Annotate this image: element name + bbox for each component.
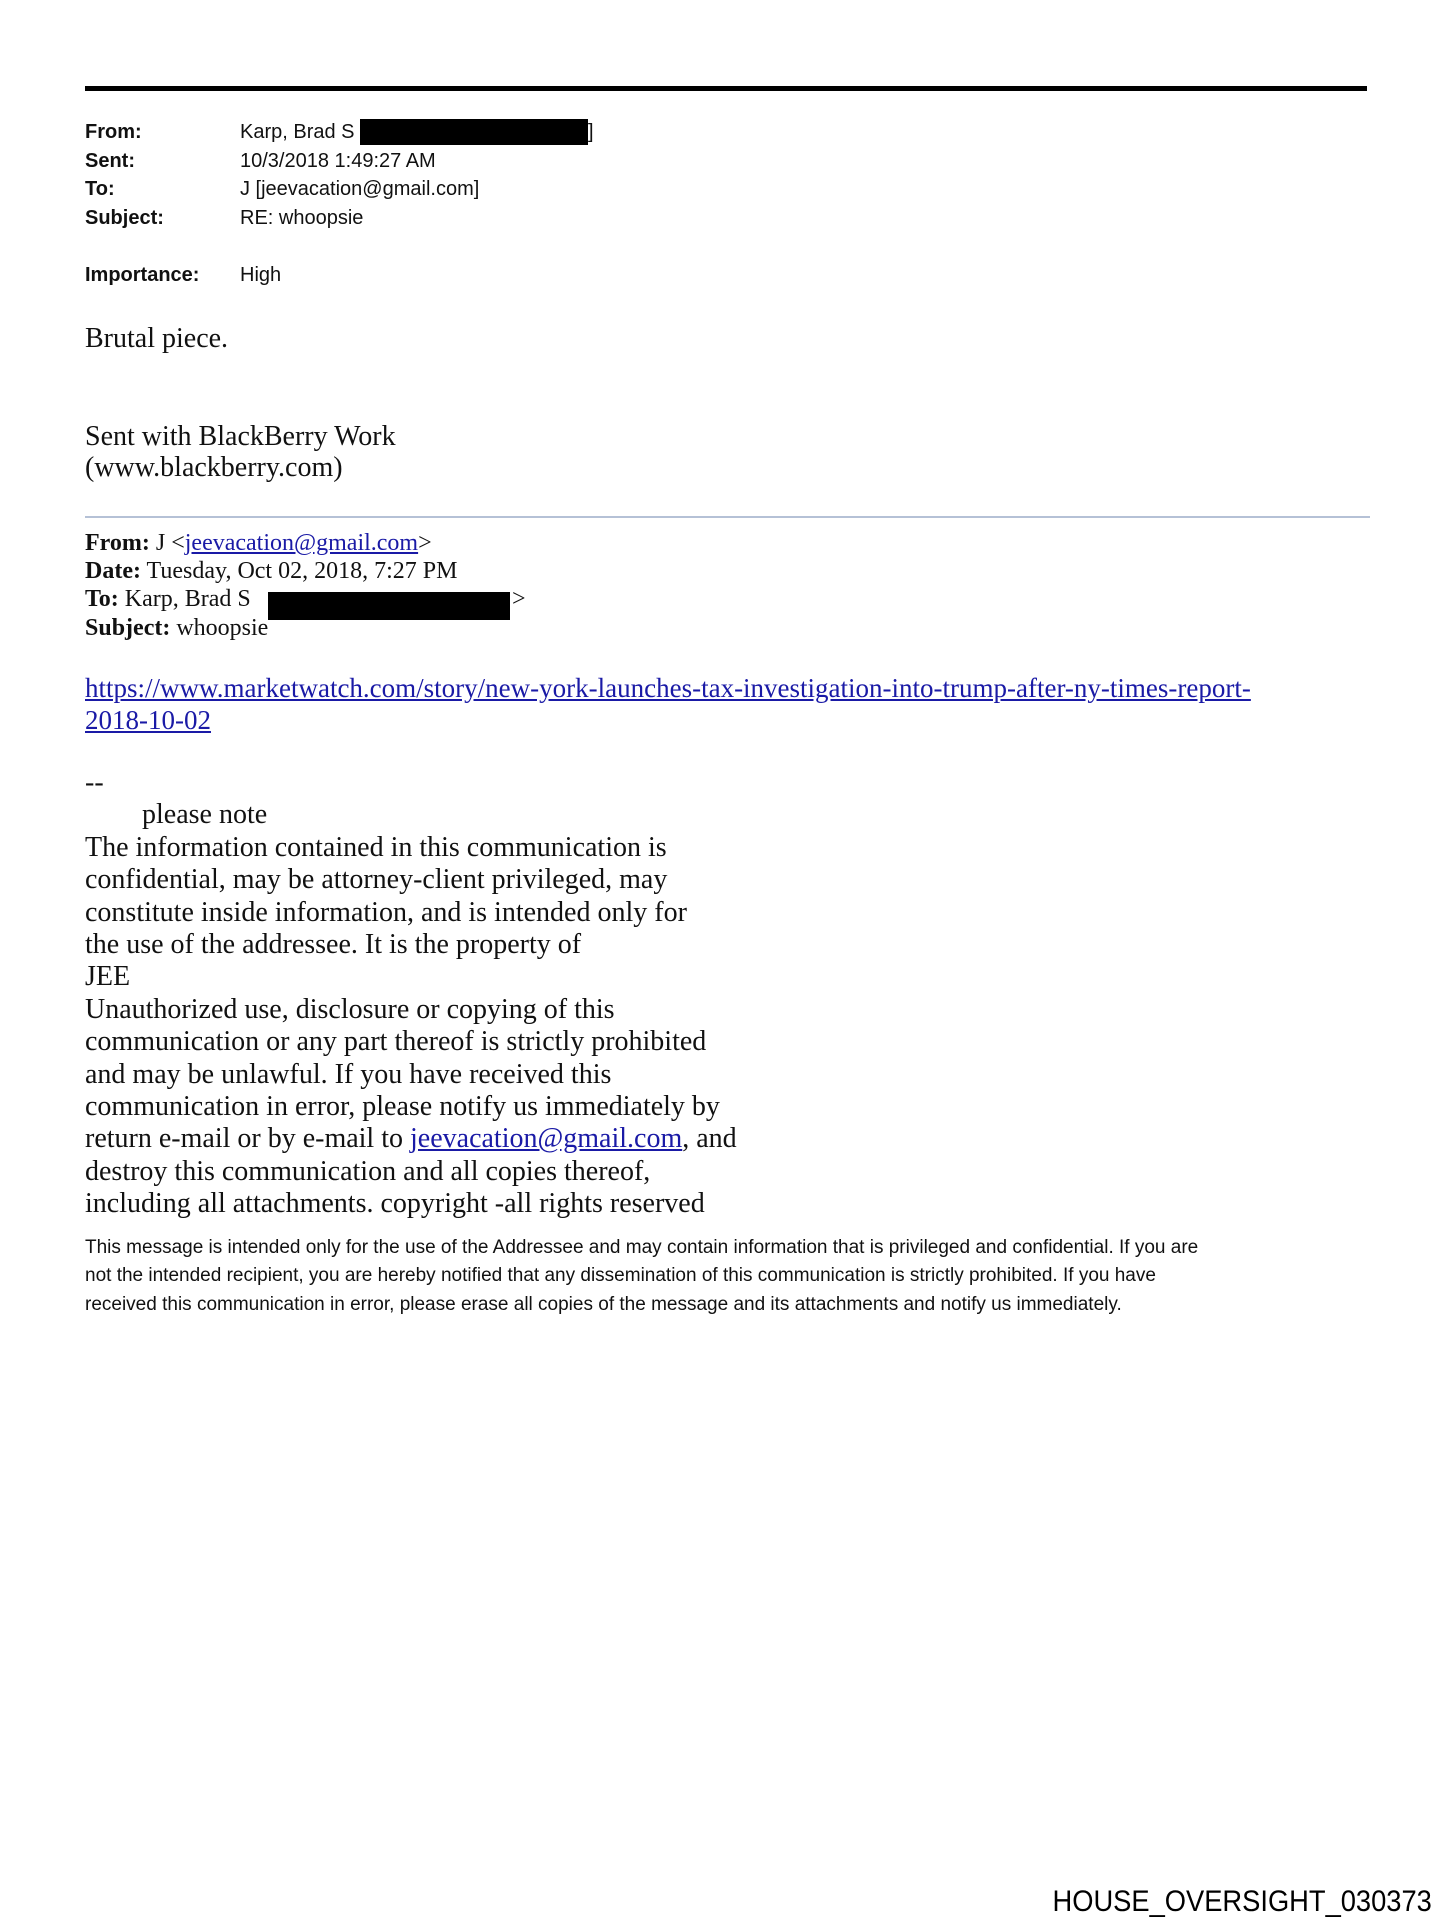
from-bracket: ] (588, 121, 594, 143)
disclaimer-text: , and (682, 1123, 737, 1155)
original-from-email-link[interactable]: jeevacation@gmail.com (184, 530, 419, 556)
sent-value: 10/3/2018 1:49:27 AM (240, 149, 436, 172)
signature-dashes: -- (85, 767, 104, 798)
original-from-name: J < (155, 530, 185, 556)
original-subject-row (85, 614, 1185, 642)
please-note: please note (142, 799, 268, 831)
importance-label: Importance: (85, 264, 200, 286)
disclaimer-line: the use of the addressee. It is the property of (85, 928, 582, 960)
notice-line: received this communication in error, please erase all copies of the message and its attachments and notify us immediately. (85, 1293, 1122, 1315)
disclaimer-line: destroy this communication and all copies thereof, (85, 1155, 651, 1187)
article-link-line[interactable]: 2018-10-02 (85, 705, 211, 735)
disclaimer-line: including all attachments. copyright -all rights reserved (85, 1188, 705, 1220)
header-importance-row (85, 261, 985, 290)
disclaimer-line: JEE (85, 961, 131, 993)
sender-disclaimer (85, 767, 737, 1220)
header-to-row (85, 175, 985, 204)
disclaimer-text: return e-mail or by e-mail to (85, 1123, 410, 1155)
notice-line: not the intended recipient, you are hereby notified that any dissemination of this communication is strictly prohibited. If you have (85, 1265, 1156, 1287)
reply-body: Brutal piece. (85, 323, 229, 354)
original-from-row (85, 529, 1185, 557)
disclaimer-line: Unauthorized use, disclosure or copying of this (85, 993, 615, 1025)
notice-line: This message is intended only for the use of the Addressee and may contain information that is privileged and confidential. If you are (85, 1237, 1199, 1258)
subject-label: Subject: (85, 207, 164, 230)
signature (85, 421, 396, 483)
disclaimer-line: The information contained in this communication is (85, 831, 667, 863)
disclaimer-line: and may be unlawful. If you have received this (85, 1058, 612, 1090)
original-to-value: Karp, Brad S (124, 586, 251, 613)
disclaimer-line: communication or any part thereof is strictly prohibited (85, 1026, 707, 1058)
original-date-row (85, 557, 1185, 585)
original-to-close: > (512, 586, 526, 613)
quoted-message-separator (85, 516, 1370, 518)
article-link[interactable] (85, 672, 1251, 736)
disclaimer-link-line (85, 1123, 737, 1155)
confidentiality-notice (85, 1234, 1198, 1319)
from-value: Karp, Brad S (240, 121, 355, 143)
original-subject-label: Subject: (85, 614, 171, 641)
original-subject-value: whoopsie (176, 614, 269, 641)
original-from-label: From: (85, 530, 150, 556)
article-link-line[interactable]: https://www.marketwatch.com/story/new-york-launches-tax-investigation-into-trump-after-ny-times-report- (85, 673, 1251, 703)
disclaimer-line: communication in error, please notify us immediately by (85, 1090, 720, 1122)
disclaimer-email-link[interactable]: jeevacation@gmail.com (410, 1123, 683, 1155)
disclaimer-line: constitute inside information, and is intended only for (85, 896, 687, 928)
sent-label: Sent: (85, 149, 135, 172)
original-to-row (85, 585, 1185, 613)
signature-url: (www.blackberry.com) (85, 452, 343, 483)
original-date-label: Date: (85, 558, 141, 585)
original-date-value: Tuesday, Oct 02, 2018, 7:27 PM (146, 558, 458, 585)
to-label: To: (85, 178, 115, 201)
original-to-label: To: (85, 586, 119, 613)
bates-number: HOUSE_OVERSIGHT_030373 (1052, 1885, 1432, 1918)
top-rule-divider (85, 86, 1367, 91)
to-value: J [jeevacation@gmail.com] (240, 178, 480, 201)
redaction-box (360, 119, 588, 145)
subject-value: RE: whoopsie (240, 207, 364, 230)
original-from-close: > (418, 530, 432, 556)
from-label: From: (85, 121, 142, 143)
redaction-box (268, 592, 510, 620)
importance-value: High (240, 264, 282, 286)
original-header (85, 529, 1185, 642)
signature-line: Sent with BlackBerry Work (85, 421, 396, 452)
header-sent-row (85, 147, 985, 176)
disclaimer-line: confidential, may be attorney-client privileged, may (85, 864, 668, 896)
header-subject-row (85, 204, 985, 233)
